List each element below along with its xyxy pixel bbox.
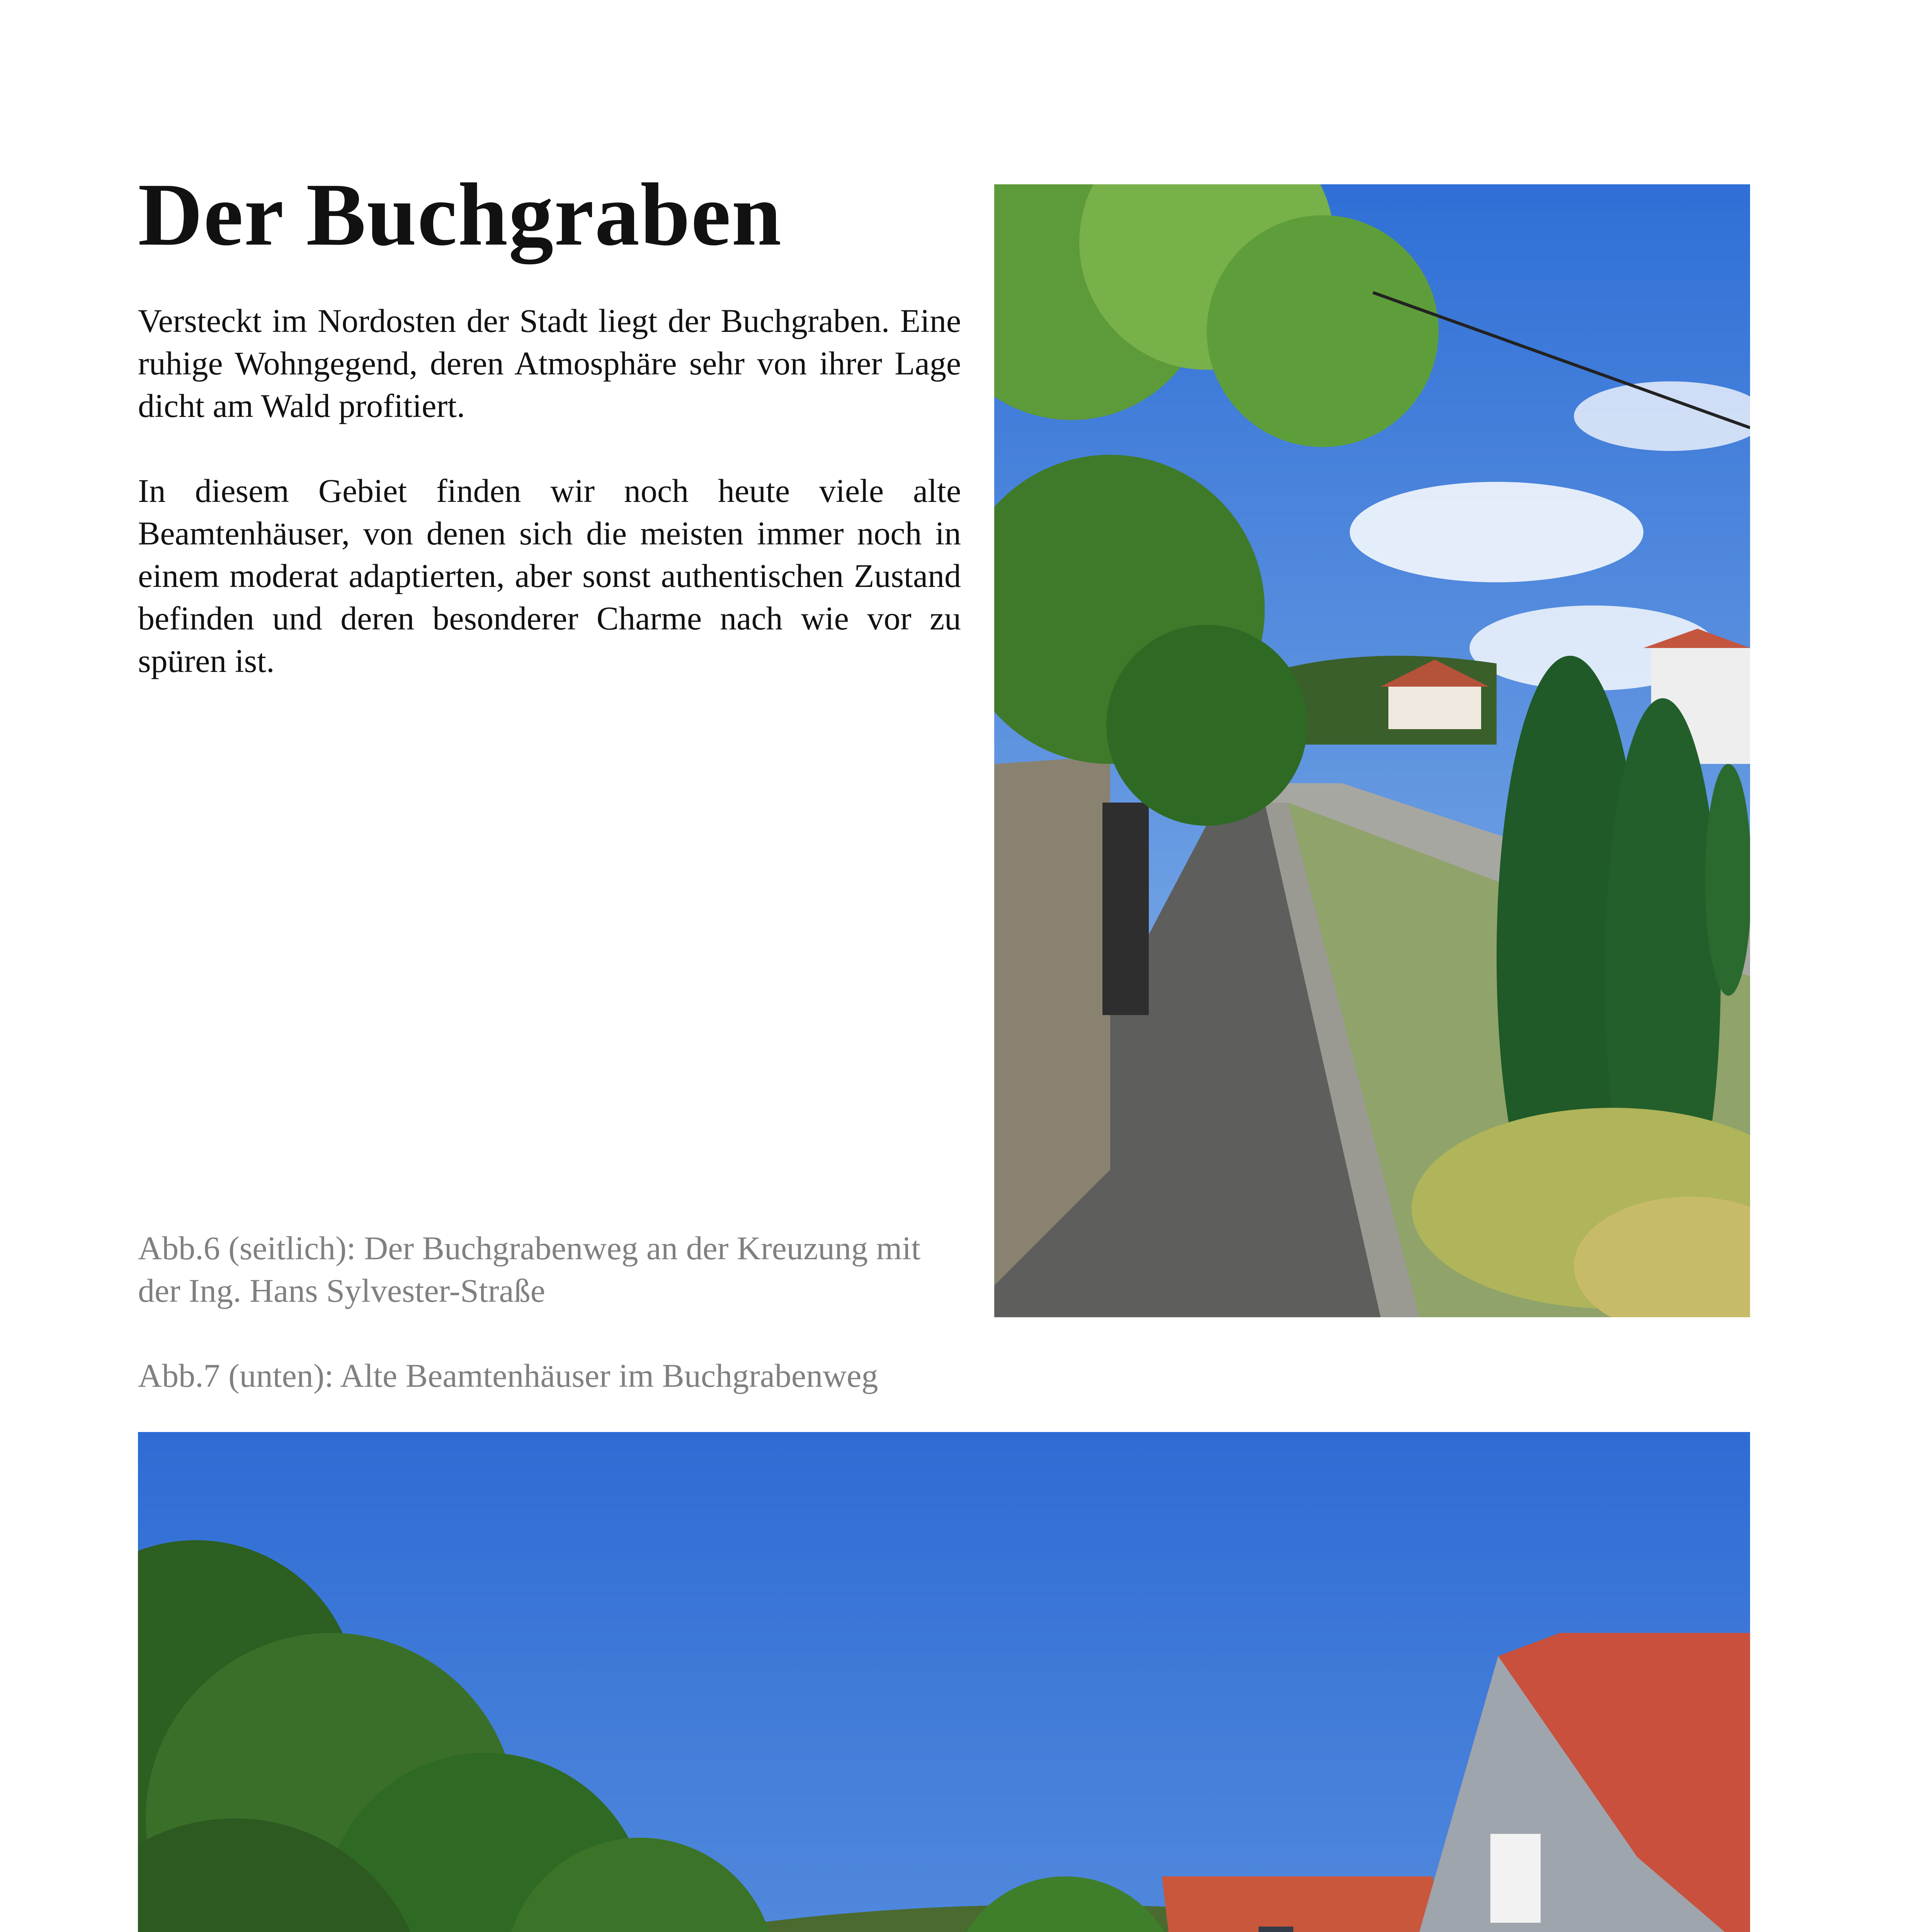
paragraph-2: In diesem Gebiet finden wir noch heute viele alte Beamtenhäuser, von denen sich die meisten immer noch in einem moderat adaptierten, aber sonst authentischen Zustand befinden und deren besonderer Charme nach wie vor zu spüren ist. xyxy=(138,472,961,679)
paragraph-1: Versteckt im Nordosten der Stadt liegt der Buchgraben. Eine ruhige Wohngegend, deren Atmosphäre sehr von ihrer Lage dicht am Wald profitiert. xyxy=(138,302,961,424)
figure-7-photo xyxy=(138,1432,1750,1932)
figure-7-caption: Abb.7 (unten): Alte Beamtenhäuser im Buchgrabenweg xyxy=(138,1357,878,1394)
intro-text xyxy=(138,299,961,724)
page-title: Der Buchgraben xyxy=(138,165,782,264)
figure-6-photo xyxy=(994,184,1750,1317)
figure-6-caption: Abb.6 (seitlich): Der Buchgrabenweg an der Kreuzung mit der Ing. Hans Sylvester-Straße xyxy=(138,1230,921,1309)
